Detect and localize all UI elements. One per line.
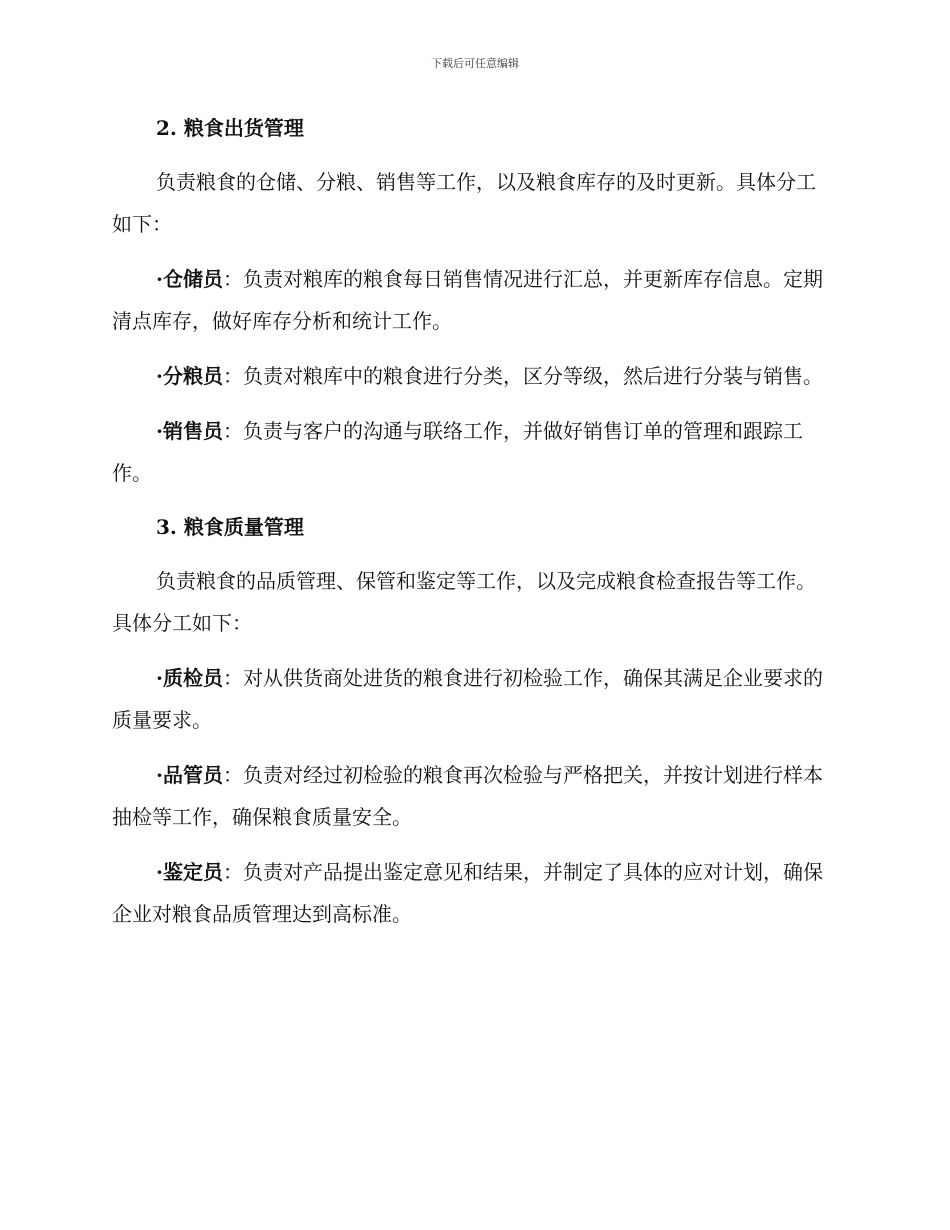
role-term: 销售员 <box>162 419 223 443</box>
role-description: 负责对粮库中的粮食进行分类，区分等级，然后进行分装与销售。 <box>242 364 823 388</box>
role-description: 负责对粮库的粮食每日销售情况进行汇总，并更新库存信息。定期清点库存，做好库存分析和统计工作。 <box>112 267 823 333</box>
section-heading: 2. 粮食出货管理 <box>156 116 304 140</box>
role-item <box>112 258 832 342</box>
role-item <box>112 657 832 741</box>
role-separator: ： <box>222 267 243 291</box>
role-item <box>112 851 832 935</box>
role-separator: ： <box>222 860 243 884</box>
role-bullet: · <box>156 763 163 787</box>
section-heading: 3. 粮食质量管理 <box>156 515 304 539</box>
role-bullet: · <box>156 860 163 884</box>
role-separator: ： <box>222 763 243 787</box>
role-separator: ： <box>222 419 243 443</box>
role-term: 仓储员 <box>162 267 223 291</box>
role-description: 对从供货商处进货的粮食进行初检验工作，确保其满足企业要求的质量要求。 <box>112 666 823 732</box>
role-term: 分粮员 <box>162 364 223 388</box>
role-item <box>112 355 832 397</box>
section-intro: 负责粮食的仓储、分粮、销售等工作，以及粮食库存的及时更新。具体分工如下： <box>112 170 816 236</box>
role-separator: ： <box>222 666 243 690</box>
role-description: 负责对经过初检验的粮食再次检验与严格把关，并按计划进行样本抽检等工作，确保粮食质量安全。 <box>112 763 823 829</box>
role-item <box>112 754 832 838</box>
role-item <box>112 410 832 494</box>
role-bullet: · <box>156 419 163 443</box>
role-bullet: · <box>156 267 163 291</box>
role-term: 品管员 <box>162 763 223 787</box>
section-intro: 负责粮食的品质管理、保管和鉴定等工作，以及完成粮食检查报告等工作。具体分工如下： <box>112 569 816 635</box>
role-description: 负责对产品提出鉴定意见和结果，并制定了具体的应对计划，确保企业对粮食品质管理达到高标准。 <box>112 860 823 926</box>
header-note: 下载后可任意编辑 <box>431 57 519 70</box>
role-description: 负责与客户的沟通与联络工作，并做好销售订单的管理和跟踪工作。 <box>112 419 803 485</box>
role-term: 质检员 <box>162 666 223 690</box>
role-separator: ： <box>222 364 243 388</box>
role-bullet: · <box>156 364 163 388</box>
role-bullet: · <box>156 666 163 690</box>
document-body <box>112 108 832 935</box>
role-term: 鉴定员 <box>162 860 223 884</box>
